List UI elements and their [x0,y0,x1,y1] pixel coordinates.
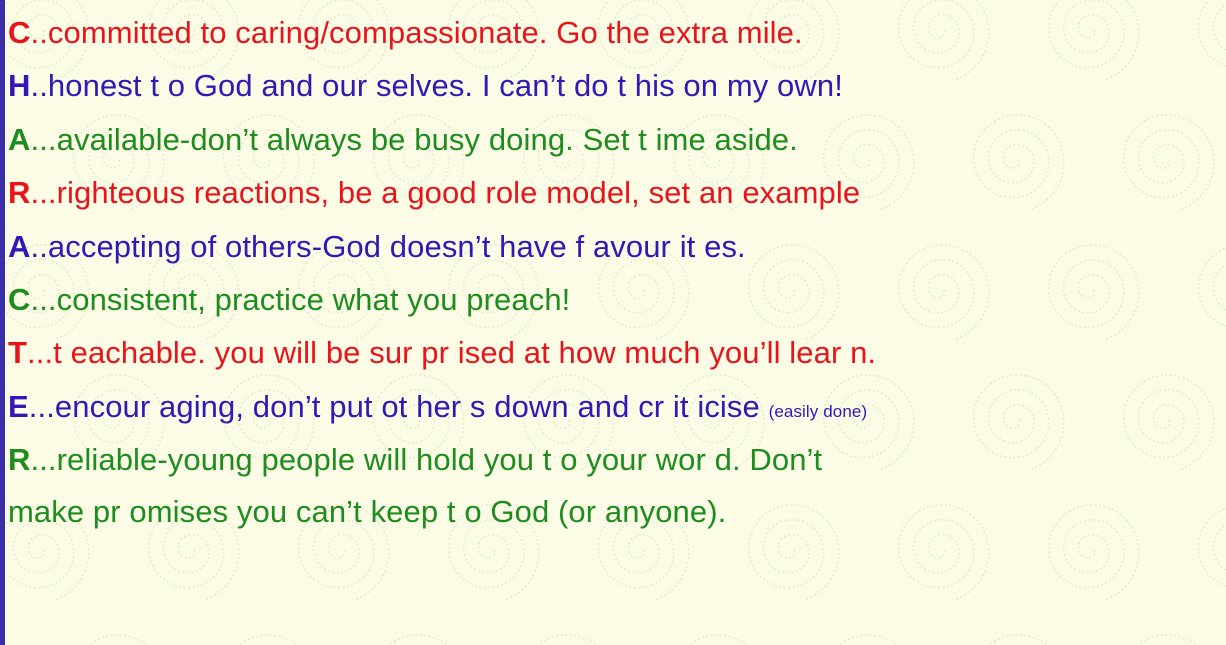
acrostic-letter: R [8,175,31,211]
acrostic-letter: C [8,281,31,317]
acrostic-text: ..committed to caring/compassionate. Go the extra mile. [30,15,803,50]
acrostic-text: ..accepting of others-God doesn’t have f avour it es. [30,228,746,264]
acrostic-text: ...consistent, practice what you preach! [30,281,571,317]
acrostic-letter: R [8,442,31,478]
acrostic-letter: A [8,121,31,157]
acrostic-line-c1 [8,6,1224,59]
acrostic-line-r2 [8,433,1224,486]
acrostic-letter: A [8,228,31,264]
swirl-shape [974,635,1064,645]
acrostic-line-t [8,326,1224,379]
acrostic-text: ...righteous reactions, be a good role model, set an example [30,175,861,211]
acrostic-line-a1 [8,113,1224,166]
acrostic-text: ...reliable-young people will hold you t o your wor d. Don’t [30,442,823,478]
acrostic-letter: T [8,335,28,371]
swirl-shape [674,635,764,645]
acrostic-letter: C [8,15,31,50]
acrostic-line-c2 [8,273,1224,326]
acrostic-letter: H [8,68,31,104]
acrostic-text: make pr omises you can’t keep t o God (or anyone). [8,493,727,529]
swirl-shape [1124,635,1214,645]
acrostic-note: (easily done) [768,401,868,421]
acrostic-line-a2 [8,220,1224,273]
acrostic-text: ...encour aging, don’t put ot her s down and cr it icise [28,388,760,424]
swirl-shape [824,635,914,645]
swirl-shape [524,635,614,645]
acrostic-line-r2-continuation [8,485,1224,538]
acrostic-letter: E [8,388,29,424]
acrostic-text: ...t eachable. you will be sur pr ised at how much you’ll lear n. [27,335,877,371]
acrostic-line-e [8,380,1224,433]
acrostic-list [8,6,1224,538]
swirl-shape [224,635,314,645]
acrostic-line-h [8,59,1224,112]
acrostic-text: ...available-don’t always be busy doing. Set t ime aside. [30,121,798,157]
left-border-bar [0,0,5,645]
acrostic-line-r1 [8,166,1224,219]
swirl-shape [374,635,464,645]
swirl-shape [74,635,164,645]
acrostic-text: ..honest t o God and our selves. I can’t do t his on my own! [30,68,843,104]
